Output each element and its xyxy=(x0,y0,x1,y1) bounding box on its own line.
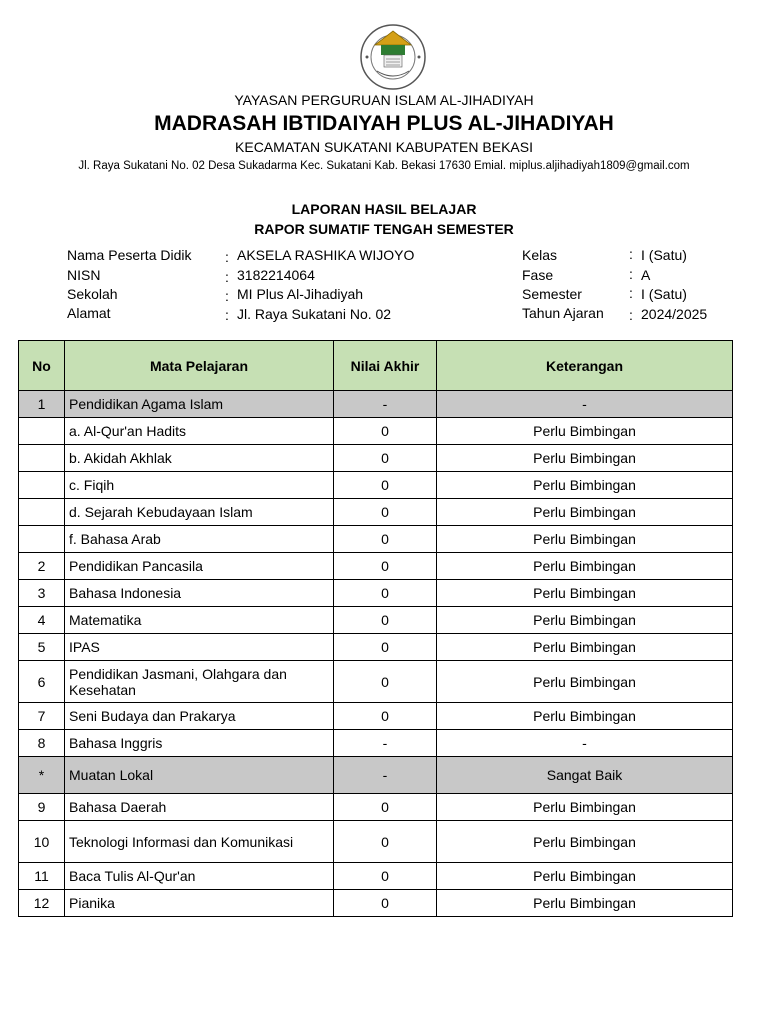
table-row xyxy=(19,794,733,821)
row-subject: Teknologi Informasi dan Komunikasi xyxy=(65,821,334,863)
table-row xyxy=(19,634,733,661)
colon: : xyxy=(225,269,229,285)
row-note: Sangat Baik xyxy=(437,757,733,794)
student-semester: I (Satu) xyxy=(641,286,687,302)
table-row xyxy=(19,863,733,890)
row-note: Perlu Bimbingan xyxy=(437,472,733,499)
row-score: 0 xyxy=(334,863,437,890)
grades-table xyxy=(18,340,733,917)
row-subject: Pendidikan Agama Islam xyxy=(65,391,334,418)
table-row xyxy=(19,703,733,730)
row-note: Perlu Bimbingan xyxy=(437,863,733,890)
row-score: 0 xyxy=(334,821,437,863)
row-no: 8 xyxy=(19,730,65,757)
row-score: 0 xyxy=(334,661,437,703)
row-note: Perlu Bimbingan xyxy=(437,499,733,526)
row-score: - xyxy=(334,391,437,418)
table-row xyxy=(19,445,733,472)
school-logo xyxy=(357,23,429,91)
row-no xyxy=(19,418,65,445)
district-name: KECAMATAN SUKATANI KABUPATEN BEKASI xyxy=(235,139,533,155)
phase-label: Fase xyxy=(522,267,554,283)
row-no: 3 xyxy=(19,580,65,607)
address-label: Alamat xyxy=(67,305,111,321)
row-subject: Seni Budaya dan Prakarya xyxy=(65,703,334,730)
colon: : xyxy=(225,249,229,265)
header-score: Nilai Akhir xyxy=(334,341,437,391)
table-row xyxy=(19,821,733,863)
row-no xyxy=(19,445,65,472)
row-score: 0 xyxy=(334,703,437,730)
colon: : xyxy=(629,307,633,323)
row-score: - xyxy=(334,730,437,757)
academic-year: 2024/2025 xyxy=(641,306,708,322)
row-note: Perlu Bimbingan xyxy=(437,607,733,634)
row-score: 0 xyxy=(334,418,437,445)
student-school: MI Plus Al-Jihadiyah xyxy=(237,286,364,302)
row-subject: Matematika xyxy=(65,607,334,634)
row-no: 5 xyxy=(19,634,65,661)
school-address: Jl. Raya Sukatani No. 02 Desa Sukadarma Kec. Sukatani Kab. Bekasi 17630 Emial. miplus.aljihadiyah1809@gmail.com xyxy=(78,160,690,172)
row-subject: a. Al-Qur'an Hadits xyxy=(65,418,334,445)
row-subject: b. Akidah Akhlak xyxy=(65,445,334,472)
table-row xyxy=(19,499,733,526)
row-no: 11 xyxy=(19,863,65,890)
row-subject: Muatan Lokal xyxy=(65,757,334,794)
student-class: I (Satu) xyxy=(641,247,687,263)
report-title: LAPORAN HASIL BELAJAR xyxy=(291,201,477,217)
row-score: 0 xyxy=(334,890,437,917)
row-subject: Bahasa Indonesia xyxy=(65,580,334,607)
row-note: Perlu Bimbingan xyxy=(437,526,733,553)
row-subject: Bahasa Daerah xyxy=(65,794,334,821)
school-name: MADRASAH IBTIDAIYAH PLUS AL-JIHADIYAH xyxy=(154,112,614,135)
row-score: 0 xyxy=(334,794,437,821)
row-note: Perlu Bimbingan xyxy=(437,553,733,580)
row-note: Perlu Bimbingan xyxy=(437,445,733,472)
student-nisn: 3182214064 xyxy=(237,267,315,283)
school-label: Sekolah xyxy=(67,286,118,302)
row-note: Perlu Bimbingan xyxy=(437,634,733,661)
row-no: * xyxy=(19,757,65,794)
row-subject: IPAS xyxy=(65,634,334,661)
row-note: Perlu Bimbingan xyxy=(437,661,733,703)
row-no xyxy=(19,472,65,499)
row-score: 0 xyxy=(334,472,437,499)
row-score: - xyxy=(334,757,437,794)
student-phase: A xyxy=(641,267,651,283)
year-label: Tahun Ajaran xyxy=(522,305,604,321)
row-note: Perlu Bimbingan xyxy=(437,794,733,821)
class-label: Kelas xyxy=(522,247,558,263)
header-note: Keterangan xyxy=(437,341,733,391)
row-subject: c. Fiqih xyxy=(65,472,334,499)
row-subject: Bahasa Inggris xyxy=(65,730,334,757)
row-subject: Pendidikan Jasmani, Olahgara dan Kesehatan xyxy=(65,661,334,703)
row-subject: Baca Tulis Al-Qur'an xyxy=(65,863,334,890)
row-no: 1 xyxy=(19,391,65,418)
name-label: Nama Peserta Didik xyxy=(67,247,192,263)
foundation-name: YAYASAN PERGURUAN ISLAM AL-JIHADIYAH xyxy=(234,92,534,108)
row-score: 0 xyxy=(334,499,437,526)
row-score: 0 xyxy=(334,607,437,634)
row-note: Perlu Bimbingan xyxy=(437,580,733,607)
table-row xyxy=(19,890,733,917)
colon: : xyxy=(225,288,229,304)
report-subtitle: RAPOR SUMATIF TENGAH SEMESTER xyxy=(254,221,514,237)
table-row xyxy=(19,553,733,580)
row-score: 0 xyxy=(334,553,437,580)
table-row xyxy=(19,391,733,418)
row-no xyxy=(19,499,65,526)
row-note: - xyxy=(437,730,733,757)
row-no: 10 xyxy=(19,821,65,863)
table-row xyxy=(19,418,733,445)
row-note: Perlu Bimbingan xyxy=(437,418,733,445)
table-row xyxy=(19,730,733,757)
row-no: 6 xyxy=(19,661,65,703)
row-no: 2 xyxy=(19,553,65,580)
nisn-label: NISN xyxy=(67,267,101,283)
table-row xyxy=(19,580,733,607)
row-no: 4 xyxy=(19,607,65,634)
row-subject: d. Sejarah Kebudayaan Islam xyxy=(65,499,334,526)
row-note: Perlu Bimbingan xyxy=(437,890,733,917)
colon: : xyxy=(225,307,229,323)
row-no xyxy=(19,526,65,553)
table-row xyxy=(19,607,733,634)
row-no: 9 xyxy=(19,794,65,821)
row-note: Perlu Bimbingan xyxy=(437,703,733,730)
row-score: 0 xyxy=(334,634,437,661)
header-subject: Mata Pelajaran xyxy=(65,341,334,391)
row-score: 0 xyxy=(334,526,437,553)
table-row xyxy=(19,661,733,703)
row-subject: f. Bahasa Arab xyxy=(65,526,334,553)
row-score: 0 xyxy=(334,580,437,607)
row-note: - xyxy=(437,391,733,418)
semester-label: Semester xyxy=(522,286,582,302)
table-row xyxy=(19,526,733,553)
student-name: AKSELA RASHIKA WIJOYO xyxy=(237,247,415,263)
row-subject: Pendidikan Pancasila xyxy=(65,553,334,580)
row-no: 7 xyxy=(19,703,65,730)
row-note: Perlu Bimbingan xyxy=(437,821,733,863)
row-no: 12 xyxy=(19,890,65,917)
colon: : xyxy=(629,246,633,262)
table-header-row xyxy=(19,341,733,391)
table-row xyxy=(19,757,733,794)
colon: : xyxy=(629,266,633,282)
header-no: No xyxy=(19,341,65,391)
table-row xyxy=(19,472,733,499)
row-subject: Pianika xyxy=(65,890,334,917)
row-score: 0 xyxy=(334,445,437,472)
student-address: Jl. Raya Sukatani No. 02 xyxy=(237,306,392,322)
colon: : xyxy=(629,285,633,301)
